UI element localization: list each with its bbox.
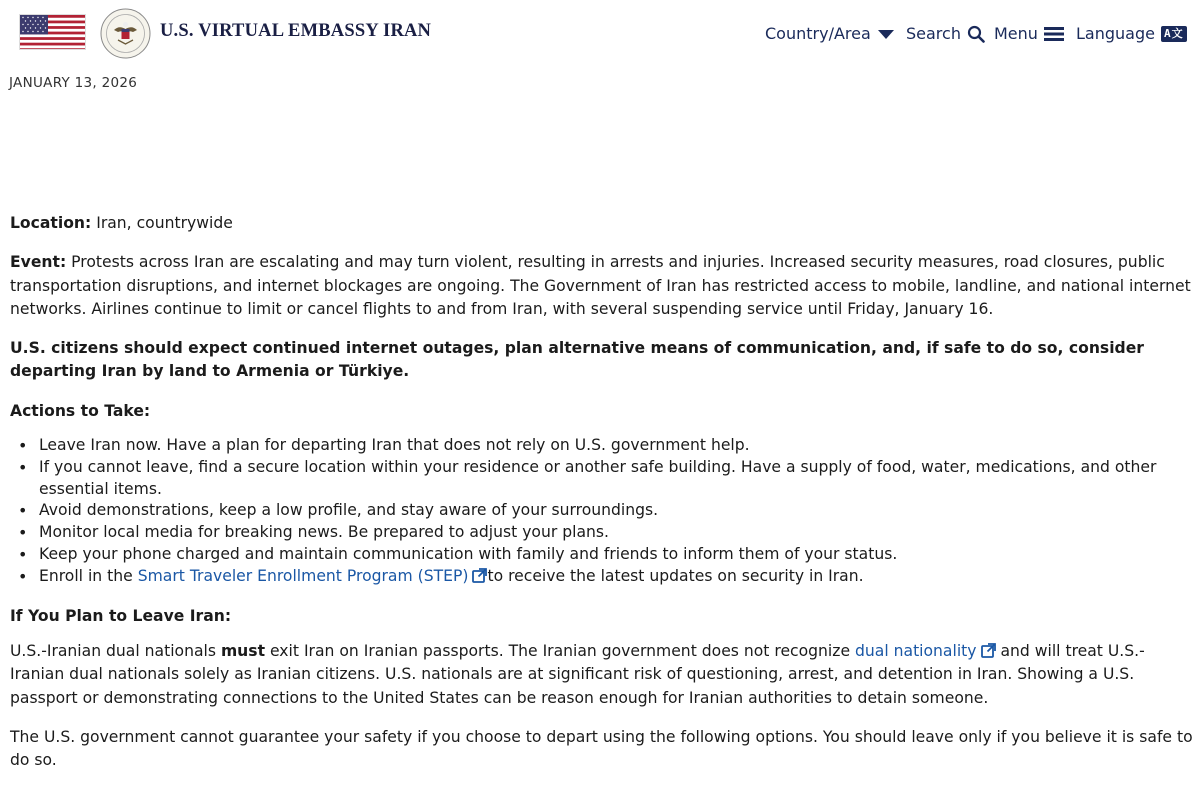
location-label: Location: xyxy=(10,214,92,232)
step-link[interactable]: Smart Traveler Enrollment Program (STEP) xyxy=(137,566,469,585)
location-line xyxy=(10,212,1196,235)
dual-text-2: exit Iran on Iranian passports. The Iranian government does not recognize xyxy=(265,641,855,660)
actions-list xyxy=(10,435,1196,588)
actions-heading: Actions to Take: xyxy=(10,401,151,420)
dual-nationals-paragraph xyxy=(10,640,1196,710)
language-button[interactable] xyxy=(1076,24,1187,43)
article-body xyxy=(10,212,1196,788)
hamburger-icon xyxy=(1044,26,1064,42)
publish-date: JANUARY 13, 2026 xyxy=(9,75,138,91)
country-area-dropdown[interactable] xyxy=(765,24,895,43)
search-icon xyxy=(967,25,985,43)
search-button[interactable] xyxy=(906,24,985,43)
list-item: • Keep your phone charged and maintain communication with family and friends to inform them of your status. xyxy=(10,544,1196,566)
site-header xyxy=(0,0,1200,66)
event-text: Protests across Iran are escalating and may turn violent, resulting in arrests and injuries. Increased security measures, road closures, public transportation disruptions, and internet blockages are ongoing. The Government of Iran has restricted access to mobile, landline, and national internet networks. Airlines continue to limit or cancel flights to and from Iran, with several suspending service until Friday, January 16. xyxy=(10,253,1191,318)
menu-label: Menu xyxy=(994,24,1038,43)
menu-button[interactable] xyxy=(994,24,1064,43)
list-item: • Monitor local media for breaking news. Be prepared to adjust your plans. xyxy=(10,522,1196,544)
dual-nationality-link[interactable]: dual nationality xyxy=(855,641,977,660)
external-link-icon[interactable] xyxy=(472,568,487,583)
search-label: Search xyxy=(906,24,961,43)
language-icon: A文 xyxy=(1161,26,1187,42)
list-item: • Leave Iran now. Have a plan for departing Iran that does not rely on U.S. government help. xyxy=(10,435,1196,457)
list-item: • Avoid demonstrations, keep a low profile, and stay aware of your surroundings. xyxy=(10,500,1196,522)
event-paragraph xyxy=(10,251,1196,321)
site-title[interactable]: U.S. VIRTUAL EMBASSY IRAN xyxy=(160,21,432,41)
dual-text-1: U.S.-Iranian dual nationals xyxy=(10,641,221,660)
dual-text-3: and will treat U.S.-Iranian dual nationals solely as Iranian citizens. U.S. nationals are at significant risk of questioning, arrest, and detention in Iran. Showing a U.S. passport or demonstrating connections to the United States can be reason enough for Iranian authorities to detain someone. xyxy=(10,641,1145,707)
advisory-paragraph: U.S. citizens should expect continued internet outages, plan alternative means of communication, and, if safe to do so, consider departing Iran by land to Armenia or Türkiye. xyxy=(10,339,1144,381)
list-item-step xyxy=(10,566,1196,588)
caret-down-icon xyxy=(877,28,895,40)
guarantee-paragraph: The U.S. government cannot guarantee your safety if you choose to depart using the following options. You should leave only if you believe it is safe to do so. xyxy=(10,727,1193,770)
location-value: Iran, countrywide xyxy=(91,214,233,232)
step-suffix: to receive the latest updates on security in Iran. xyxy=(487,566,864,585)
main-nav xyxy=(0,24,1200,50)
event-label: Event: xyxy=(10,253,67,272)
step-prefix: Enroll in the xyxy=(39,566,138,585)
language-label: Language xyxy=(1076,24,1155,43)
leave-heading: If You Plan to Leave Iran: xyxy=(10,606,232,625)
list-item: • If you cannot leave, find a secure location within your residence or another safe building. Have a supply of food, water, medications, and other essential items. xyxy=(10,457,1196,501)
dual-must: must xyxy=(220,641,266,660)
external-link-icon[interactable] xyxy=(981,643,996,658)
country-area-label: Country/Area xyxy=(765,24,871,43)
